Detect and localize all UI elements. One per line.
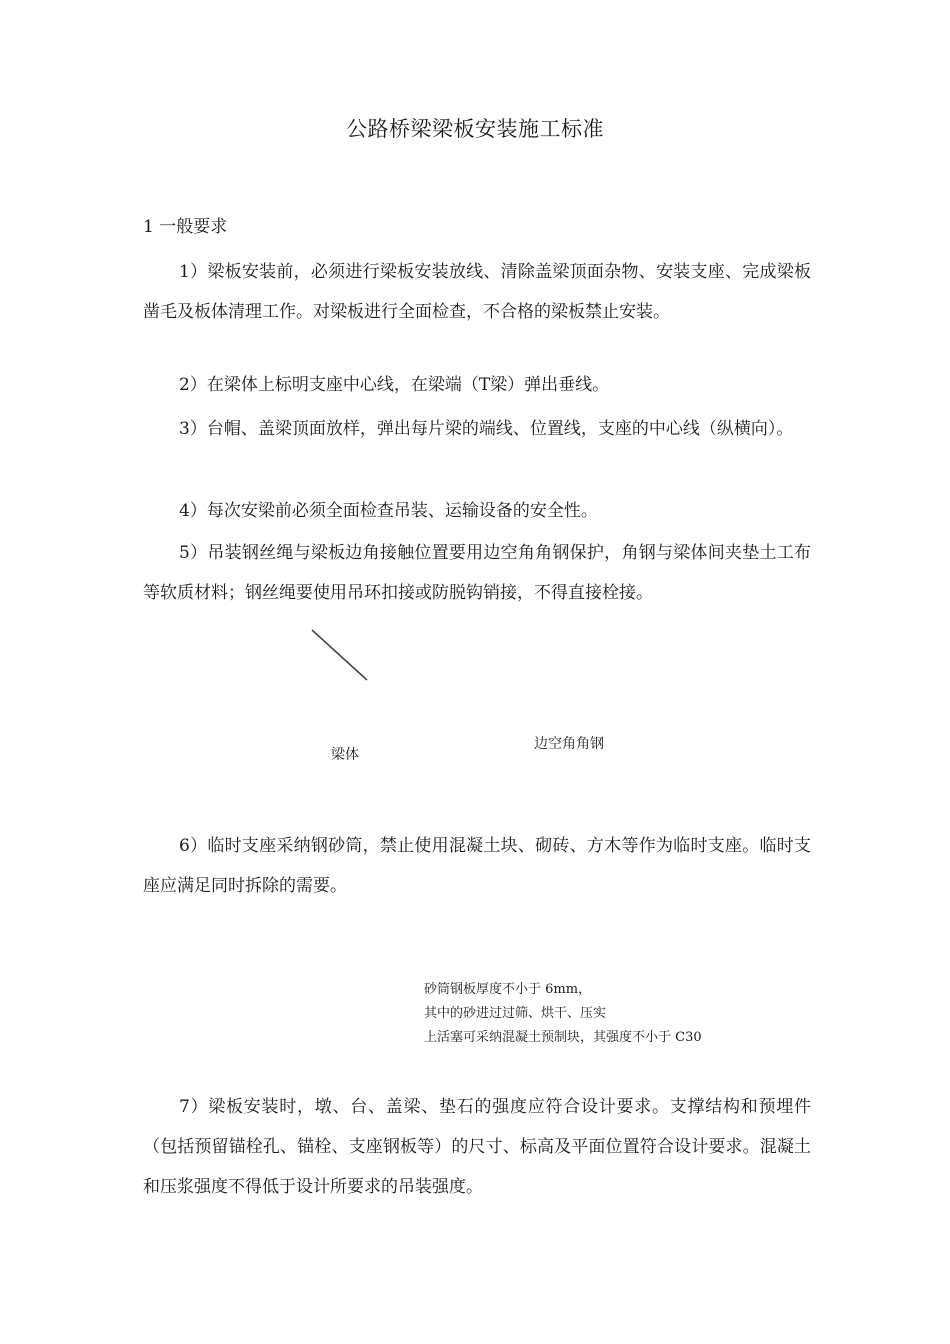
paragraph-2: 2）在梁体上标明支座中心线，在梁端（T梁）弹出垂线。: [179, 375, 610, 395]
document-title: 公路桥梁梁板安装施工标准: [346, 117, 604, 141]
paragraph-4: 4）每次安梁前必须全面检查吊装、运输设备的安全性。: [179, 501, 598, 521]
note-line-3: 上活塞可采纳混凝土预制块，其强度不小于 C30: [424, 1030, 702, 1045]
sand-cylinder-notes: [424, 978, 702, 1050]
paragraph-3: 3）台帽、盖梁顶面放样，弹出每片梁的端线、位置线，支座的中心线（纵横向）。: [179, 419, 794, 439]
paragraph-7: 7）梁板安装时，墩、台、盖梁、垫石的强度应符合设计要求。支撑结构和预埋件（包括预留锚栓孔、锚栓、支座钢板等）的尺寸、标高及平面位置符合设计要求。混凝土和压浆强度不得低于设计所要求的吊装强度。: [143, 1097, 811, 1197]
wire-rope-line: [312, 630, 367, 680]
paragraph-6: 6）临时支座采纳钢砂筒，禁止使用混凝土块、砌砖、方木等作为临时支座。临时支座应满足同时拆除的需要。: [143, 836, 811, 896]
note-line-1: 砂筒钢板厚度不小于 6mm，: [424, 982, 592, 997]
section-heading: 1 一般要求: [143, 217, 228, 237]
paragraph-5: 5）吊装钢丝绳与梁板边角接触位置要用边空角角钢保护，角钢与梁体间夹垫土工布等软质材料；钢丝绳要使用吊环扣接或防脱钩销接，不得直接栓接。: [143, 543, 811, 603]
label-beam: 梁体: [331, 747, 359, 763]
note-line-2: 其中的砂进过过筛、烘干、压实: [424, 1006, 607, 1021]
angle-steel-diagram: [300, 622, 630, 772]
paragraph-1: 1）梁板安装前，必须进行梁板安装放线、清除盖梁顶面杂物、安装支座、完成梁板凿毛及板体清理工作。对梁板进行全面检查，不合格的梁板禁止安装。: [143, 262, 811, 322]
label-angle-steel: 边空角角钢: [534, 736, 604, 752]
